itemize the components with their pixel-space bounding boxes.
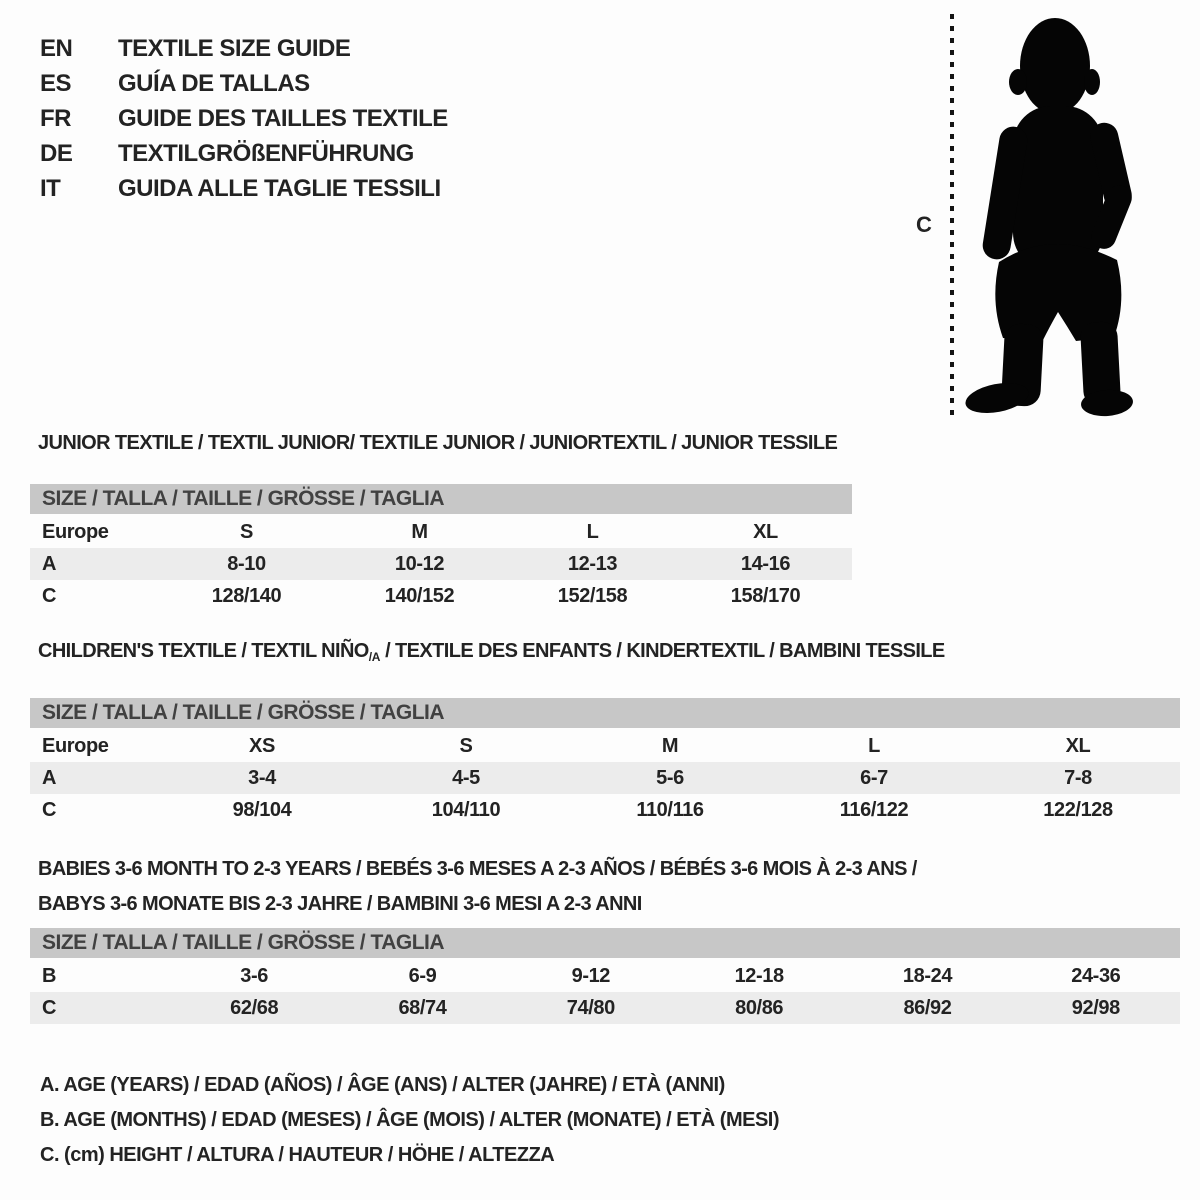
table-cell: 10-12 [394, 552, 445, 575]
table-cell: M [411, 520, 428, 543]
table-cell: XL [1065, 734, 1091, 757]
table-cell: 7-8 [1064, 766, 1092, 789]
table-cell: 140/152 [384, 584, 455, 607]
table-cell: A [42, 552, 57, 575]
table-cell: 98/104 [232, 798, 292, 821]
table-cell: 8-10 [227, 552, 266, 575]
lang-code: IT [40, 174, 61, 202]
table-cell: A [42, 766, 57, 789]
table-row-age-months [30, 960, 1180, 992]
table-cell: M [661, 734, 679, 757]
language-title-block [40, 31, 448, 206]
table-cell: 110/116 [636, 798, 704, 821]
lang-title: TEXTILE SIZE GUIDE [118, 34, 351, 62]
lang-title: TEXTILGRÖßENFÜHRUNG [118, 139, 414, 167]
table-cell: 24-36 [1071, 964, 1121, 987]
table-cell: 12-18 [734, 964, 784, 987]
lang-code: ES [40, 69, 72, 97]
table-cell: 12-13 [567, 552, 618, 575]
section-children-textile [30, 640, 1180, 826]
table-cell: 128/140 [211, 584, 282, 607]
section-junior-textile [30, 432, 852, 612]
height-measure-dashed-line [948, 14, 956, 418]
size-header-bar: SIZE / TALLA / TAILLE / GRÖSSE / TAGLIA [30, 484, 852, 514]
table-cell: S [459, 734, 473, 757]
table-row-age [30, 762, 1180, 794]
table-cell: 68/74 [398, 996, 447, 1019]
lang-code: DE [40, 139, 73, 167]
table-cell: 14-16 [740, 552, 791, 575]
table-cell: 4-5 [452, 766, 480, 789]
section-title-line-2: BABYS 3-6 MONATE BIS 2-3 JAHRE / BAMBINI 3-6 MESI A 2-3 ANNI [38, 893, 642, 915]
table-cell: 9-12 [571, 964, 611, 987]
table-cell: C [42, 798, 57, 821]
table-row-height [30, 794, 1180, 826]
table-row-height [30, 992, 1180, 1024]
lang-row-fr [40, 101, 448, 136]
table-cell: B [42, 964, 57, 987]
lang-code: EN [40, 34, 73, 62]
lang-row-es [40, 66, 448, 101]
lang-title: GUÍA DE TALLAS [118, 69, 310, 97]
table-cell: 152/158 [557, 584, 628, 607]
lang-row-en [40, 31, 448, 66]
size-header-bar: SIZE / TALLA / TAILLE / GRÖSSE / TAGLIA [30, 698, 1180, 728]
table-cell: 92/98 [1071, 996, 1120, 1019]
table-cell: 3-6 [240, 964, 269, 987]
table-cell: 62/68 [230, 996, 279, 1019]
table-cell: 5-6 [656, 766, 684, 789]
section-title: CHILDREN'S TEXTILE / TEXTIL $NIÑO_{/A}$ / TEXTILE DES ENFANTS / KINDERTEXTIL / BAMBINI TESSILE [38, 640, 945, 664]
table-row-sizes [30, 516, 852, 548]
section-title-line-1: BABIES 3-6 MONTH TO 2-3 YEARS / BEBÉS 3-6 MESES A 2-3 AÑOS / BÉBÉS 3-6 MOIS À 2-3 ANS / [38, 858, 917, 880]
table-cell: 86/92 [903, 996, 952, 1019]
size-header-bar: SIZE / TALLA / TAILLE / GRÖSSE / TAGLIA [30, 928, 1180, 958]
table-cell: XL [753, 520, 778, 543]
table-cell: L [868, 734, 880, 757]
table-cell: Europe [42, 520, 109, 543]
section-title: JUNIOR TEXTILE / TEXTIL JUNIOR/ TEXTILE JUNIOR / JUNIORTEXTIL / JUNIOR TESSILE [38, 432, 838, 454]
footnote-c: C. (cm) HEIGHT / ALTURA / HAUTEUR / HÖHE / ALTEZZA [40, 1144, 555, 1166]
lang-title: GUIDA ALLE TAGLIE TESSILI [118, 174, 441, 202]
table-cell: 80/86 [735, 996, 784, 1019]
height-label-c: C [916, 212, 932, 237]
table-cell: S [240, 520, 253, 543]
table-cell: 158/170 [730, 584, 801, 607]
table-cell: 6-7 [860, 766, 888, 789]
title-subscript: /A [368, 650, 381, 664]
table-cell: C [42, 996, 57, 1019]
lang-row-it [40, 171, 448, 206]
footnote-a: A. AGE (YEARS) / EDAD (AÑOS) / ÂGE (ANS) / ALTER (JAHRE) / ETÀ (ANNI) [40, 1074, 725, 1096]
table-cell: 18-24 [902, 964, 953, 987]
table-row-height [30, 580, 852, 612]
table-cell: L [586, 520, 599, 543]
babies-size-table [30, 960, 1180, 1024]
junior-size-table [30, 516, 852, 612]
table-cell: 74/80 [566, 996, 615, 1019]
table-row-age [30, 548, 852, 580]
table-cell: 104/110 [431, 798, 501, 821]
table-cell: C [42, 584, 57, 607]
lang-code: FR [40, 104, 71, 132]
toddler-silhouette-icon [963, 14, 1139, 420]
table-row-sizes [30, 730, 1180, 762]
footnote-b: B. AGE (MONTHS) / EDAD (MESES) / ÂGE (MOIS) / ALTER (MONATE) / ETÀ (MESI) [40, 1109, 780, 1131]
lang-row-de [40, 136, 448, 171]
children-size-table [30, 730, 1180, 826]
table-cell: 3-4 [248, 766, 276, 789]
section-babies-textile [30, 852, 1180, 1024]
table-cell: Europe [42, 734, 109, 757]
table-cell: 6-9 [408, 964, 437, 987]
table-cell: 122/128 [1043, 798, 1113, 821]
table-cell: XS [249, 734, 275, 757]
lang-title: GUIDE DES TAILLES TEXTILE [118, 104, 448, 132]
table-cell: 116/122 [839, 798, 909, 821]
footnotes [40, 1068, 779, 1173]
